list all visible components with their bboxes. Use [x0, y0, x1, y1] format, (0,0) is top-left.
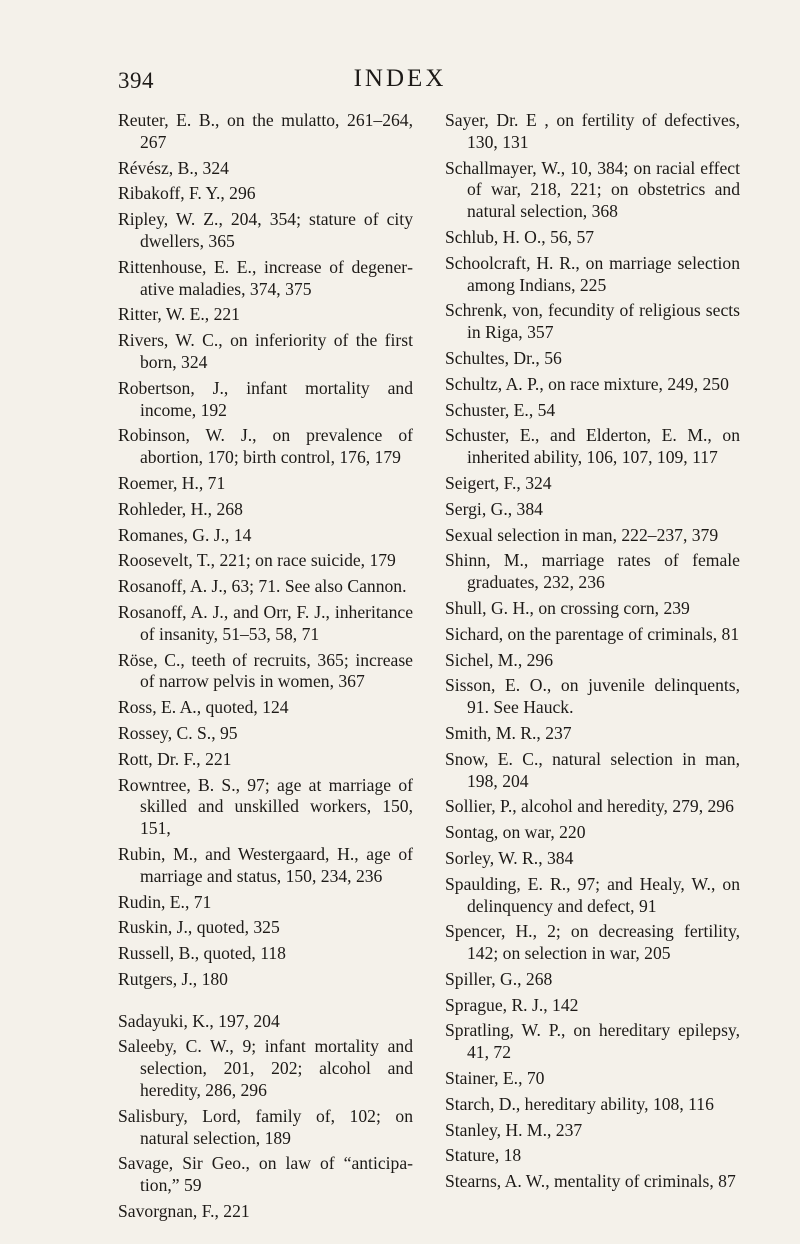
index-entry: Saleeby, C. W., 9; infant mortality and selection, 201, 202; alcohol and heredity, 286, 296 [118, 1036, 413, 1101]
index-entry: Rossey, C. S., 95 [118, 722, 238, 743]
index-entry: Schuster, E., and Elderton, E. M., on inherited ability, 106, 107, 109, 117 [445, 425, 740, 468]
left-index-column [118, 110, 413, 1227]
index-entry: Robinson, W. J., on prevalence of abortion, 170; birth control, 176, 179 [118, 425, 413, 468]
index-entry: Rittenhouse, E. E., increase of degenerative maladies, 374, 375 [118, 256, 413, 299]
index-entry: Russell, B., quoted, 118 [118, 943, 286, 964]
index-entry: Snow, E. C., natural selection in man, 198, 204 [445, 748, 740, 791]
page-number: 394 [118, 68, 154, 93]
index-entry: Stature, 18 [445, 1145, 522, 1166]
index-entry: Rivers, W. C., on inferiority of the first born, 324 [118, 330, 413, 372]
index-entry: Roosevelt, T., 221; on race suicide, 179 [118, 550, 396, 571]
index-entry: Röse, C., teeth of recruits, 365; increase of narrow pelvis in women, 367 [118, 649, 413, 692]
index-entry: Shull, G. H., on crossing corn, 239 [445, 597, 690, 618]
index-entry: Schuster, E., 54 [445, 399, 556, 420]
index-entry: Schoolcraft, H. R., on marriage selection among Indians, 225 [445, 252, 740, 295]
index-entry: Spaulding, E. R., 97; and Healy, W., on delinquency and defect, 91 [445, 873, 740, 916]
index-entry: Schallmayer, W., 10, 384; on racial effect of war, 218, 221; on obstetrics and natural selection, 368 [445, 157, 740, 222]
index-entry: Révész, B., 324 [118, 157, 229, 178]
index-entry: Sichel, M., 296 [445, 649, 554, 670]
index-entry: Sorley, W. R., 384 [445, 847, 574, 868]
index-entry: Sayer, Dr. E , on fertility of defectives, 130, 131 [445, 110, 740, 152]
index-entry: Spratling, W. P., on hereditary epilepsy, 41, 72 [445, 1020, 740, 1063]
index-entry: Schrenk, von, fecundity of religious sects in Riga, 357 [445, 300, 740, 343]
index-entry: Rott, Dr. F., 221 [118, 748, 232, 769]
index-entry: Savorgnan, F., 221 [118, 1201, 250, 1222]
index-entry: Rudin, E., 71 [118, 891, 212, 912]
index-entry: Rowntree, B. S., 97; age at marriage of skilled and unskilled workers, 150, 151, [118, 774, 413, 839]
index-entry: Sadayuki, K., 197, 204 [118, 1010, 280, 1031]
index-entry: Rosanoff, A. J., 63; 71. See also Cannon. [118, 576, 407, 597]
index-entry: Schultes, Dr., 56 [445, 347, 562, 368]
index-entry: Ross, E. A., quoted, 124 [118, 697, 289, 718]
index-entry: Rohleder, H., 268 [118, 498, 243, 519]
index-entry: Salisbury, Lord, family of, 102; on natural selection, 189 [118, 1105, 413, 1148]
index-entry: Spencer, H., 2; on decreasing fertility, 142; on selection in war, 205 [445, 921, 740, 964]
index-entry: Sichard, on the parentage of criminals, 81 [445, 623, 740, 644]
index-entry: Schultz, A. P., on race mixture, 249, 250 [445, 373, 729, 394]
index-entry: Stearns, A. W., mentality of criminals, 87 [445, 1171, 736, 1192]
index-entry: Smith, M. R., 237 [445, 722, 572, 743]
index-entry: Romanes, G. J., 14 [118, 524, 252, 545]
index-entry: Savage, Sir Geo., on law of “anticipation,” 59 [118, 1153, 413, 1196]
index-entry: Sisson, E. O., on juvenile delinquents, 91. See Hauck. [445, 675, 740, 718]
index-entry: Sexual selection in man, 222–237, 379 [445, 524, 719, 545]
index-entry: Sollier, P., alcohol and heredity, 279, 296 [445, 796, 734, 817]
index-entry: Stanley, H. M., 237 [445, 1119, 583, 1140]
index-entry: Schlub, H. O., 56, 57 [445, 226, 595, 247]
index-entry: Rutgers, J., 180 [118, 968, 228, 989]
index-entry: Sprague, R. J., 142 [445, 994, 579, 1015]
index-entry: Sergi, G., 384 [445, 498, 543, 519]
page-title: INDEX [353, 65, 447, 92]
index-entry: Robertson, J., infant mortality and income, 192 [118, 377, 413, 420]
index-entry: Ritter, W. E., 221 [118, 304, 240, 325]
index-entry: Sontag, on war, 220 [445, 822, 586, 843]
index-entry: Roemer, H., 71 [118, 472, 226, 493]
index-entry: Rosanoff, A. J., and Orr, F. J., inheritance of insanity, 51–53, 58, 71 [118, 601, 413, 644]
right-index-column [445, 110, 740, 1197]
index-entry: Ribakoff, F. Y., 296 [118, 183, 256, 204]
index-entry: Reuter, E. B., on the mulatto, 261–264, 267 [118, 110, 413, 152]
index-entry: Ruskin, J., quoted, 325 [118, 917, 280, 938]
index-entry: Seigert, F., 324 [445, 472, 552, 493]
index-entry: Spiller, G., 268 [445, 968, 553, 989]
index-entry: Stainer, E., 70 [445, 1068, 545, 1089]
index-entry: Starch, D., hereditary ability, 108, 116 [445, 1093, 714, 1114]
index-entry: Ripley, W. Z., 204, 354; stature of city dwellers, 365 [118, 209, 413, 251]
index-entry: Shinn, M., marriage rates of female graduates, 232, 236 [445, 550, 740, 593]
index-entry: Rubin, M., and Westergaard, H., age of marriage and status, 150, 234, 236 [118, 843, 413, 886]
